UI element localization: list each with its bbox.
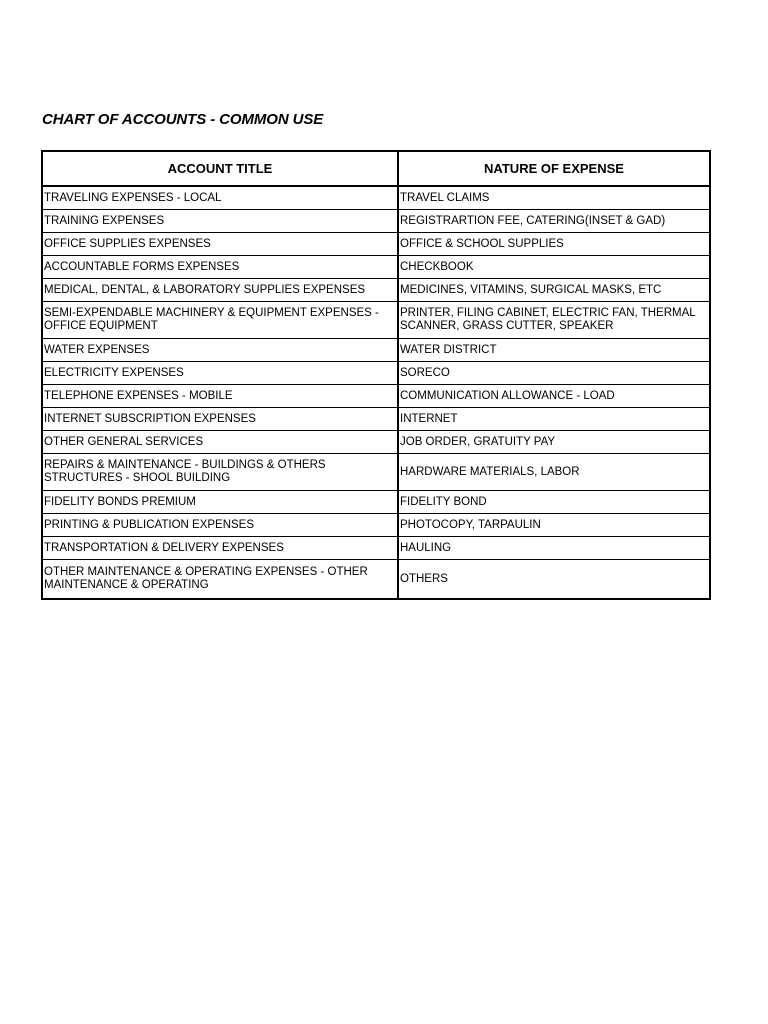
account-title-cell: TRAVELING EXPENSES - LOCAL	[42, 186, 398, 210]
account-title-cell: OFFICE SUPPLIES EXPENSES	[42, 233, 398, 256]
table-row	[42, 454, 710, 491]
nature-of-expense-cell: PRINTER, FILING CABINET, ELECTRIC FAN, THERMAL SCANNER, GRASS CUTTER, SPEAKER	[398, 302, 710, 339]
table-row	[42, 491, 710, 514]
table-row	[42, 537, 710, 560]
table-header-row	[42, 151, 710, 186]
account-title-cell: TELEPHONE EXPENSES - MOBILE	[42, 385, 398, 408]
column-header-nature-of-expense: NATURE OF EXPENSE	[398, 151, 710, 186]
table-row	[42, 339, 710, 362]
account-title-cell: OTHER MAINTENANCE & OPERATING EXPENSES - OTHER MAINTENANCE & OPERATING	[42, 560, 398, 600]
account-title-cell: ELECTRICITY EXPENSES	[42, 362, 398, 385]
nature-of-expense-cell: OFFICE & SCHOOL SUPPLIES	[398, 233, 710, 256]
account-title-cell: TRAINING EXPENSES	[42, 210, 398, 233]
account-title-cell: FIDELITY BONDS PREMIUM	[42, 491, 398, 514]
table-row	[42, 362, 710, 385]
accounts-table	[41, 150, 711, 600]
nature-of-expense-cell: HARDWARE MATERIALS, LABOR	[398, 454, 710, 491]
table-row	[42, 408, 710, 431]
table-row	[42, 385, 710, 408]
account-title-cell: OTHER GENERAL SERVICES	[42, 431, 398, 454]
table-row	[42, 431, 710, 454]
nature-of-expense-cell: SORECO	[398, 362, 710, 385]
nature-of-expense-cell: JOB ORDER, GRATUITY PAY	[398, 431, 710, 454]
nature-of-expense-cell: WATER DISTRICT	[398, 339, 710, 362]
column-header-account-title: ACCOUNT TITLE	[42, 151, 398, 186]
nature-of-expense-cell: MEDICINES, VITAMINS, SURGICAL MASKS, ETC	[398, 279, 710, 302]
nature-of-expense-cell: OTHERS	[398, 560, 710, 600]
nature-of-expense-cell: INTERNET	[398, 408, 710, 431]
nature-of-expense-cell: HAULING	[398, 537, 710, 560]
account-title-cell: PRINTING & PUBLICATION EXPENSES	[42, 514, 398, 537]
account-title-cell: TRANSPORTATION & DELIVERY EXPENSES	[42, 537, 398, 560]
nature-of-expense-cell: FIDELITY BOND	[398, 491, 710, 514]
account-title-cell: INTERNET SUBSCRIPTION EXPENSES	[42, 408, 398, 431]
nature-of-expense-cell: PHOTOCOPY, TARPAULIN	[398, 514, 710, 537]
account-title-cell: WATER EXPENSES	[42, 339, 398, 362]
account-title-cell: REPAIRS & MAINTENANCE - BUILDINGS & OTHERS STRUCTURES - SHOOL BUILDING	[42, 454, 398, 491]
account-title-cell: ACCOUNTABLE FORMS EXPENSES	[42, 256, 398, 279]
table-row	[42, 560, 710, 600]
nature-of-expense-cell: CHECKBOOK	[398, 256, 710, 279]
account-title-cell: SEMI-EXPENDABLE MACHINERY & EQUIPMENT EXPENSES - OFFICE EQUIPMENT	[42, 302, 398, 339]
document-title: CHART OF ACCOUNTS - COMMON USE	[42, 111, 324, 128]
nature-of-expense-cell: COMMUNICATION ALLOWANCE - LOAD	[398, 385, 710, 408]
account-title-cell: MEDICAL, DENTAL, & LABORATORY SUPPLIES EXPENSES	[42, 279, 398, 302]
table-row	[42, 514, 710, 537]
nature-of-expense-cell: TRAVEL CLAIMS	[398, 186, 710, 210]
table-row	[42, 186, 710, 210]
nature-of-expense-cell: REGISTRARTION FEE, CATERING(INSET & GAD)	[398, 210, 710, 233]
table-row	[42, 279, 710, 302]
table-row	[42, 302, 710, 339]
table-row	[42, 233, 710, 256]
table-row	[42, 210, 710, 233]
table-row	[42, 256, 710, 279]
